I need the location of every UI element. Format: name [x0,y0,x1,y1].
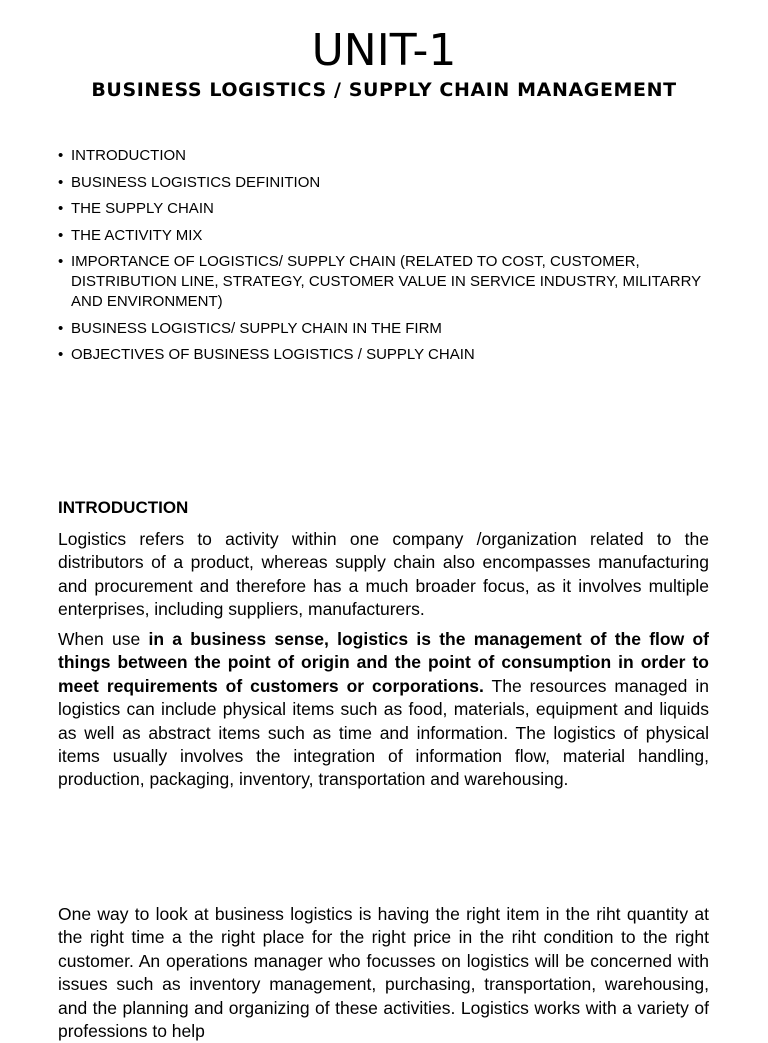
contents-item: • BUSINESS LOGISTICS/ SUPPLY CHAIN IN THE FIRM [58,319,718,339]
paragraph-2-rest: The resources managed in logistics can include physical items such as food, materials, equipment and liquids as well as abstract items such as time and information. The logistics of physical items usually involves the integration of information flow, material handling, production, packaging, inventory, transportation and warehousing. [58,675,709,790]
logistics-definition-bold: in a business sense, logistics is the management of the flow of things between the point of origin and the point of consumption in order to meet requirements of customers or corporations. [58,629,710,696]
contents-item: • OBJECTIVES OF BUSINESS LOGISTICS / SUPPLY CHAIN [58,345,718,365]
introduction-paragraph-3: One way to look at business logistics is having the right item in the riht quantity at the right time a the right place for the right price in the riht condition to the right customer. An operations manager who focusses on logistics will be concerned with issues such as inventory management, purchasing, transportation, warehousing, and the planning and organizing of these activities. Logistics works with a variety of professions to help [58,904,709,1042]
contents-item: • BUSINESS LOGISTICS DEFINITION [58,173,718,193]
paragraph-2-lead: When use [58,629,149,649]
contents-item: • THE ACTIVITY MIX [58,226,718,246]
unit-title: UNIT-1 [311,25,457,76]
contents-list [58,146,718,372]
document-subtitle: BUSINESS LOGISTICS / SUPPLY CHAIN MANAGEMENT [91,79,677,101]
introduction-paragraph-1: Logistics refers to activity within one company /organization related to the distributors of a product, whereas supply chain also encompasses manufacturing and procurement and therefore has a much broader focus, as it involves multiple enterprises, including suppliers, manufacturers. [58,529,709,620]
contents-item: • INTRODUCTION [58,146,718,166]
contents-item: • THE SUPPLY CHAIN [58,199,718,219]
introduction-paragraph-2 [58,628,709,792]
contents-item: • IMPORTANCE OF LOGISTICS/ SUPPLY CHAIN (RELATED TO COST, CUSTOMER, DISTRIBUTION LINE, STRATEGY, CUSTOMER VALUE IN SERVICE INDUSTRY, MILITARRY AND ENVIRONMENT) [58,252,718,312]
introduction-heading: INTRODUCTION [58,498,189,517]
